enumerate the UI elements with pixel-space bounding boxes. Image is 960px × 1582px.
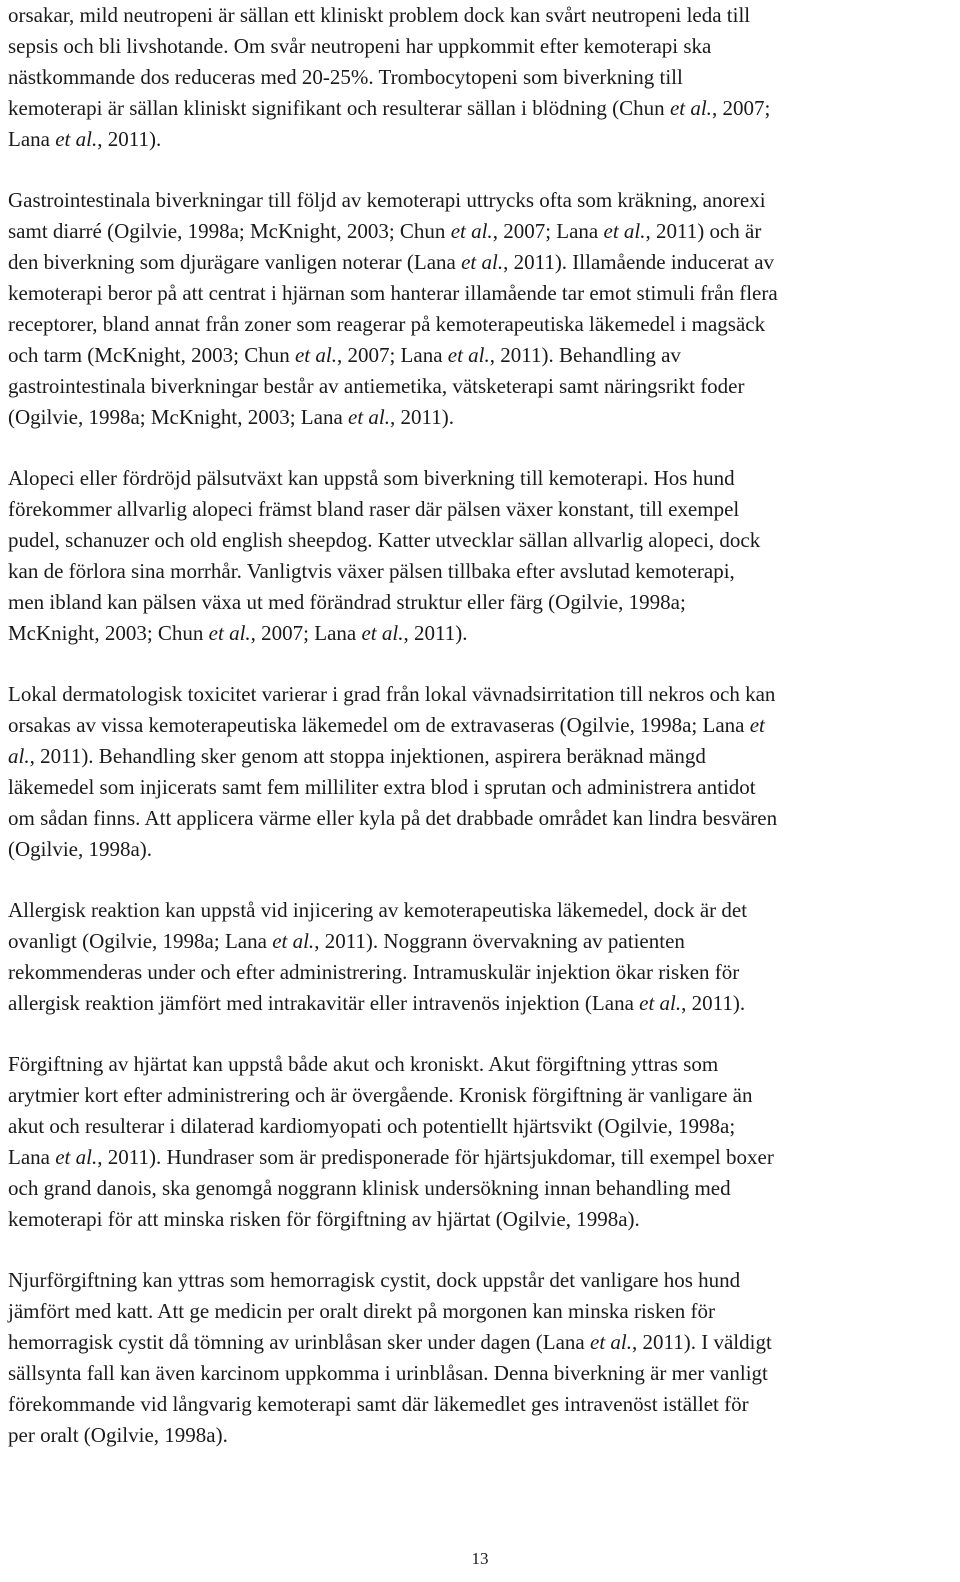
text-line — [8, 1049, 952, 1080]
text-run: , 2011). I väldigt — [632, 1330, 772, 1354]
text-line — [8, 216, 952, 247]
text-run: och grand danois, ska genomgå noggrann klinisk undersökning innan behandling med — [8, 1176, 731, 1200]
text-run: , 2011) och är — [645, 219, 762, 243]
text-line — [8, 1265, 952, 1296]
text-run: men ibland kan pälsen växa ut med förändrad struktur eller färg (Ogilvie, 1998a; — [8, 590, 686, 614]
text-run: den biverkning som djurägare vanligen noterar (Lana — [8, 250, 462, 274]
italic-citation: et al. — [348, 405, 391, 429]
text-line — [8, 1296, 952, 1327]
text-line — [8, 895, 952, 926]
italic-citation: et al. — [603, 219, 646, 243]
text-line — [8, 618, 952, 649]
text-run: arytmier kort efter administrering och är övergående. Kronisk förgiftning är vanligare än — [8, 1083, 753, 1107]
text-run: Allergisk reaktion kan uppstå vid injicering av kemoterapeutiska läkemedel, dock är det — [8, 898, 748, 922]
text-run: förekommande vid långvarig kemoterapi samt där läkemedlet ges intravenöst istället för — [8, 1392, 749, 1416]
text-run: pudel, schanuzer och old english sheepdog. Katter utvecklar sällan allvarlig alopeci, dock — [8, 528, 761, 552]
text-run: kemoterapi för att minska risken för förgiftning av hjärtat (Ogilvie, 1998a). — [8, 1207, 640, 1231]
italic-citation: et al. — [55, 1145, 98, 1169]
italic-citation: et al. — [639, 991, 682, 1015]
text-run: Lana — [8, 1145, 56, 1169]
italic-citation: et — [749, 713, 765, 737]
text-line — [8, 340, 952, 371]
text-run: sepsis och bli livshotande. Om svår neutropeni har uppkommit efter kemoterapi ska — [8, 34, 712, 58]
italic-citation: et al. — [361, 621, 404, 645]
text-run: , 2011). — [681, 991, 746, 1015]
paragraph-njure — [8, 1265, 952, 1451]
paragraph-gap — [8, 155, 952, 185]
text-line — [8, 1420, 952, 1451]
text-line — [8, 926, 952, 957]
text-line — [8, 988, 952, 1019]
text-line — [8, 0, 952, 31]
text-run: nästkommande dos reduceras med 20-25%. Trombocytopeni som biverkning till — [8, 65, 683, 89]
text-run: om sådan finns. Att applicera värme eller kyla på det drabbade området kan lindra besvären — [8, 806, 778, 830]
paragraph-gap — [8, 865, 952, 895]
text-run: , 2007; Lana — [336, 343, 448, 367]
text-line — [8, 124, 952, 155]
text-run: orsakar, mild neutropeni är sällan ett kliniskt problem dock kan svårt neutropeni leda till — [8, 3, 751, 27]
text-line — [8, 710, 952, 741]
text-line — [8, 1111, 952, 1142]
text-line — [8, 278, 952, 309]
text-run: , 2007; Lana — [250, 621, 362, 645]
page-number: 13 — [471, 1549, 489, 1568]
text-line — [8, 1327, 952, 1358]
text-run: sällsynta fall kan även karcinom uppkomma i urinblåsan. Denna biverkning är mer vanligt — [8, 1361, 768, 1385]
paragraph-allergisk — [8, 895, 952, 1019]
paragraph-gastrointestinal — [8, 185, 952, 433]
text-run: (Ogilvie, 1998a). — [8, 837, 153, 861]
italic-citation: et al. — [294, 343, 337, 367]
text-line — [8, 185, 952, 216]
text-run: rekommenderas under och efter administrering. Intramuskulär injektion ökar risken för — [8, 960, 740, 984]
italic-citation: et al. — [55, 127, 98, 151]
text-run: akut och resulterar i dilaterad kardiomyopati och potentiellt hjärtsvikt (Ogilvie, 1998a; — [8, 1114, 736, 1138]
text-line — [8, 741, 952, 772]
text-run: , 2011). — [97, 127, 162, 151]
text-run: kemoterapi är sällan kliniskt signifikant och resulterar sällan i blödning (Chun — [8, 96, 670, 120]
text-run: Lokal dermatologisk toxicitet varierar i grad från lokal vävnadsirritation till nekros och kan — [8, 682, 776, 706]
text-line — [8, 1142, 952, 1173]
text-line — [8, 834, 952, 865]
text-run: kemoterapi beror på att centrat i hjärnan som hanterar illamående tar emot stimuli från flera — [8, 281, 778, 305]
text-line — [8, 1389, 952, 1420]
text-line — [8, 1080, 952, 1111]
text-line — [8, 247, 952, 278]
text-run: Lana — [8, 127, 56, 151]
text-line — [8, 679, 952, 710]
text-line — [8, 772, 952, 803]
text-run: allergisk reaktion jämfört med intrakavitär eller intravenös injektion (Lana — [8, 991, 640, 1015]
paragraph-gap — [8, 433, 952, 463]
italic-citation: et al. — [208, 621, 251, 645]
text-line — [8, 587, 952, 618]
text-run: kan de förlora sina morrhår. Vanligtvis växer pälsen tillbaka efter avslutad kemoterapi, — [8, 559, 735, 583]
text-run: , 2011). Behandling sker genom att stoppa injektionen, aspirera beräknad mängd — [29, 744, 706, 768]
text-line — [8, 62, 952, 93]
text-run: , 2011). Behandling av — [489, 343, 681, 367]
text-run: ovanligt (Ogilvie, 1998a; Lana — [8, 929, 273, 953]
text-run: gastrointestinala biverkningar består av antiemetika, vätsketerapi samt näringsrikt foder — [8, 374, 745, 398]
italic-citation: et al. — [590, 1330, 632, 1354]
text-run: , 2007; Lana — [492, 219, 604, 243]
paragraph-gap — [8, 1235, 952, 1265]
text-run: , 2011). Illamående inducerat av — [503, 250, 775, 274]
text-line — [8, 803, 952, 834]
paragraph-gap — [8, 1019, 952, 1049]
paragraph-neutropeni — [8, 0, 952, 155]
text-run: , 2011). — [403, 621, 468, 645]
text-run: Förgiftning av hjärtat kan uppstå både akut och kroniskt. Akut förgiftning yttras som — [8, 1052, 719, 1076]
text-line — [8, 93, 952, 124]
italic-citation: al. — [8, 744, 30, 768]
text-run: per oralt (Ogilvie, 1998a). — [8, 1423, 228, 1447]
text-line — [8, 402, 952, 433]
text-run: , 2011). Noggrann övervakning av patienten — [314, 929, 685, 953]
text-run: jämfört med katt. Att ge medicin per oralt direkt på morgonen kan minska risken för — [8, 1299, 716, 1323]
text-run: receptorer, bland annat från zoner som reagerar på kemoterapeutiska läkemedel i magsäck — [8, 312, 766, 336]
text-line — [8, 1173, 952, 1204]
text-run: hemorragisk cystit då tömning av urinblåsan sker under dagen (Lana — [8, 1330, 590, 1354]
text-run: Njurförgiftning kan yttras som hemorragisk cystit, dock uppstår det vanligare hos hund — [8, 1268, 741, 1292]
italic-citation: et al. — [669, 96, 712, 120]
paragraph-dermatologisk — [8, 679, 952, 865]
text-line — [8, 556, 952, 587]
text-run: (Ogilvie, 1998a; McKnight, 2003; Lana — [8, 405, 349, 429]
text-line — [8, 309, 952, 340]
paragraph-gap — [8, 649, 952, 679]
italic-citation: et al. — [447, 343, 490, 367]
text-line — [8, 525, 952, 556]
text-line — [8, 494, 952, 525]
document-page — [8, 0, 952, 1451]
paragraph-hjarta — [8, 1049, 952, 1235]
text-run: Alopeci eller fördröjd pälsutväxt kan uppstå som biverkning till kemoterapi. Hos hund — [8, 466, 735, 490]
text-line — [8, 371, 952, 402]
text-line — [8, 1204, 952, 1235]
text-run: Gastrointestinala biverkningar till följd av kemoterapi uttrycks ofta som kräkning, anorexi — [8, 188, 766, 212]
italic-citation: et al. — [272, 929, 315, 953]
text-line — [8, 463, 952, 494]
text-line — [8, 1358, 952, 1389]
text-run: , 2011). Hundraser som är predisponerade för hjärtsjukdomar, till exempel boxer — [97, 1145, 774, 1169]
text-run: läkemedel som injicerats samt fem milliliter extra blod i sprutan och administrera antidot — [8, 775, 756, 799]
italic-citation: et al. — [450, 219, 493, 243]
text-run: , 2007; — [711, 96, 771, 120]
text-run: orsakas av vissa kemoterapeutiska läkemedel om de extravaseras (Ogilvie, 1998a; Lana — [8, 713, 750, 737]
text-run: , 2011). — [390, 405, 454, 429]
text-line — [8, 31, 952, 62]
text-run: och tarm (McKnight, 2003; Chun — [8, 343, 295, 367]
italic-citation: et al. — [461, 250, 504, 274]
text-run: McKnight, 2003; Chun — [8, 621, 209, 645]
text-line — [8, 957, 952, 988]
paragraph-alopeci — [8, 463, 952, 649]
text-run: samt diarré (Ogilvie, 1998a; McKnight, 2003; Chun — [8, 219, 451, 243]
text-run: förekommer allvarlig alopeci främst bland raser där pälsen växer konstant, till exempel — [8, 497, 740, 521]
